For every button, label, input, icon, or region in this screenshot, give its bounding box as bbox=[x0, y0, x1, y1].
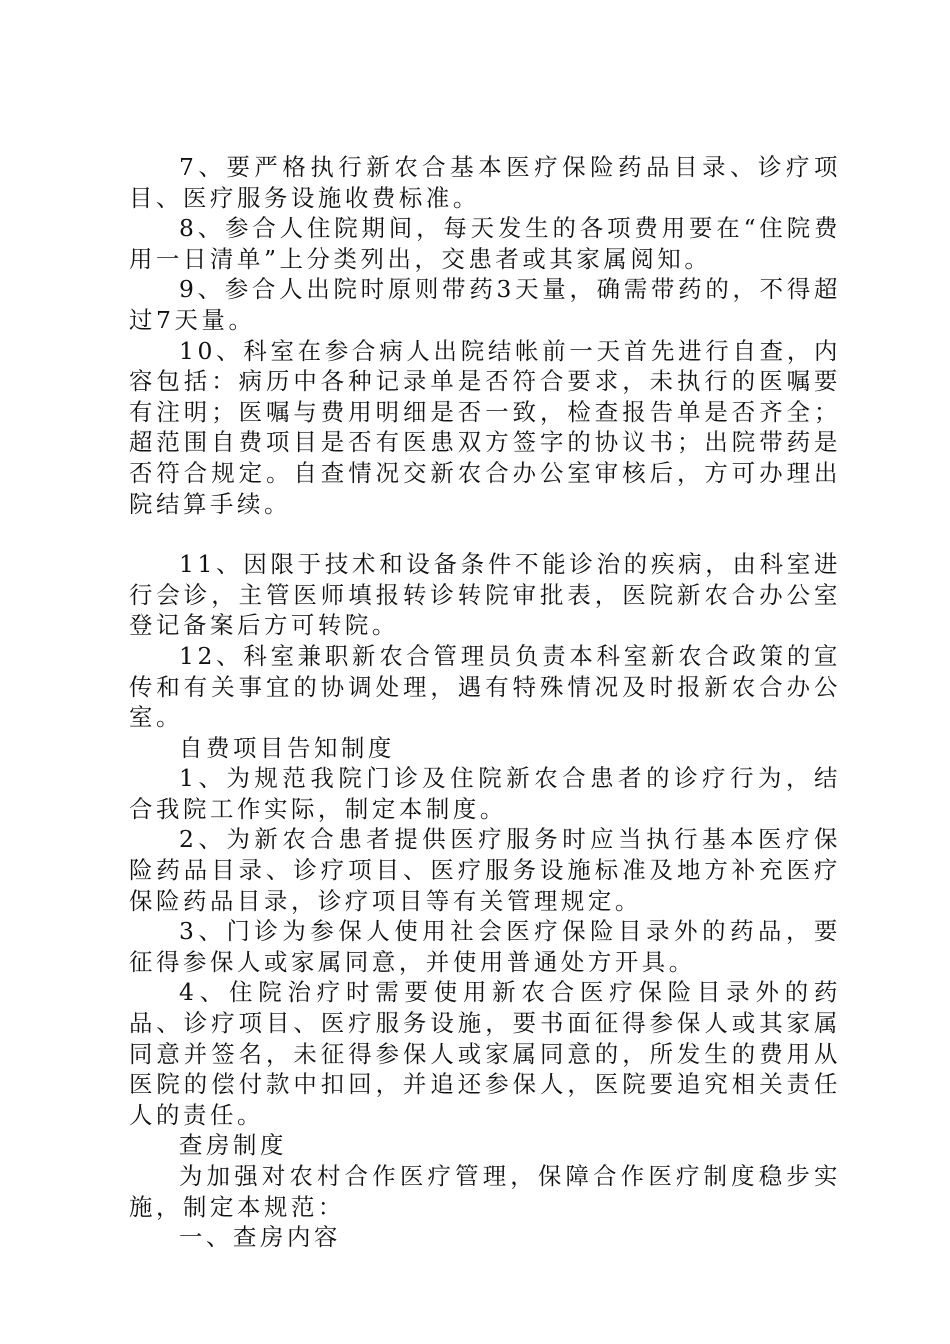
ward-round-intro: 为加强对农村合作医疗管理，保障合作医疗制度稳步实施，制定本规范： bbox=[129, 1162, 841, 1221]
document-body bbox=[129, 152, 841, 1253]
section-heading-ward-round: 查房制度 bbox=[179, 1131, 287, 1160]
section-heading-self-pay-notice: 自费项目告知制度 bbox=[179, 733, 395, 762]
self-pay-item-3: 3、门诊为参保人使用社会医疗保险目录外的药品，要征得参保人或家属同意，并使用普通处方开具。 bbox=[129, 917, 841, 976]
paragraph-item-10: 10、科室在参合病人出院结帐前一天首先进行自查，内容包括：病历中各种记录单是否符合要求，未执行的医嘱要有注明；医嘱与费用明细是否一致，检查报告单是否齐全；超范围自费项目是否有医患双方签字的协议书；出院带药是否符合规定。自查情况交新农合办公室审核后，方可办理出院结算手续。 bbox=[129, 336, 841, 518]
paragraph-item-11: 11、因限于技术和设备条件不能诊治的疾病，由科室进行会诊，主管医师填报转诊转院审批表，医院新农合办公室登记备案后方可转院。 bbox=[129, 550, 841, 640]
paragraph-item-12: 12、科室兼职新农合管理员负责本科室新农合政策的宣传和有关事宜的协调处理，遇有特殊情况及时报新农合办公室。 bbox=[129, 641, 841, 732]
self-pay-item-4: 4、住院治疗时需要使用新农合医疗保险目录外的药品、诊疗项目、医疗服务设施，要书面征得参保人或其家属同意并签名，未征得参保人或家属同意的，所发生的费用从医院的偿付款中扣回，并追还参保人，医院要追究相关责任人的责任。 bbox=[129, 978, 841, 1129]
ward-round-subheading: 一、查房内容 bbox=[179, 1223, 341, 1252]
paragraph-item-8: 8、参合人住院期间，每天发生的各项费用要在“住院费用一日清单”上分类列出，交患者或其家属阅知。 bbox=[129, 214, 841, 273]
self-pay-item-2: 2、为新农合患者提供医疗服务时应当执行基本医疗保险药品目录、诊疗项目、医疗服务设施标准及地方补充医疗保险药品目录，诊疗项目等有关管理规定。 bbox=[129, 825, 841, 915]
paragraph-item-7: 7、要严格执行新农合基本医疗保险药品目录、诊疗项目、医疗服务设施收费标准。 bbox=[129, 153, 841, 212]
self-pay-item-1: 1、为规范我院门诊及住院新农合患者的诊疗行为，结合我院工作实际，制定本制度。 bbox=[129, 764, 841, 823]
paragraph-item-9: 9、参合人出院时原则带药3天量，确需带药的，不得超过7天量。 bbox=[129, 275, 841, 334]
